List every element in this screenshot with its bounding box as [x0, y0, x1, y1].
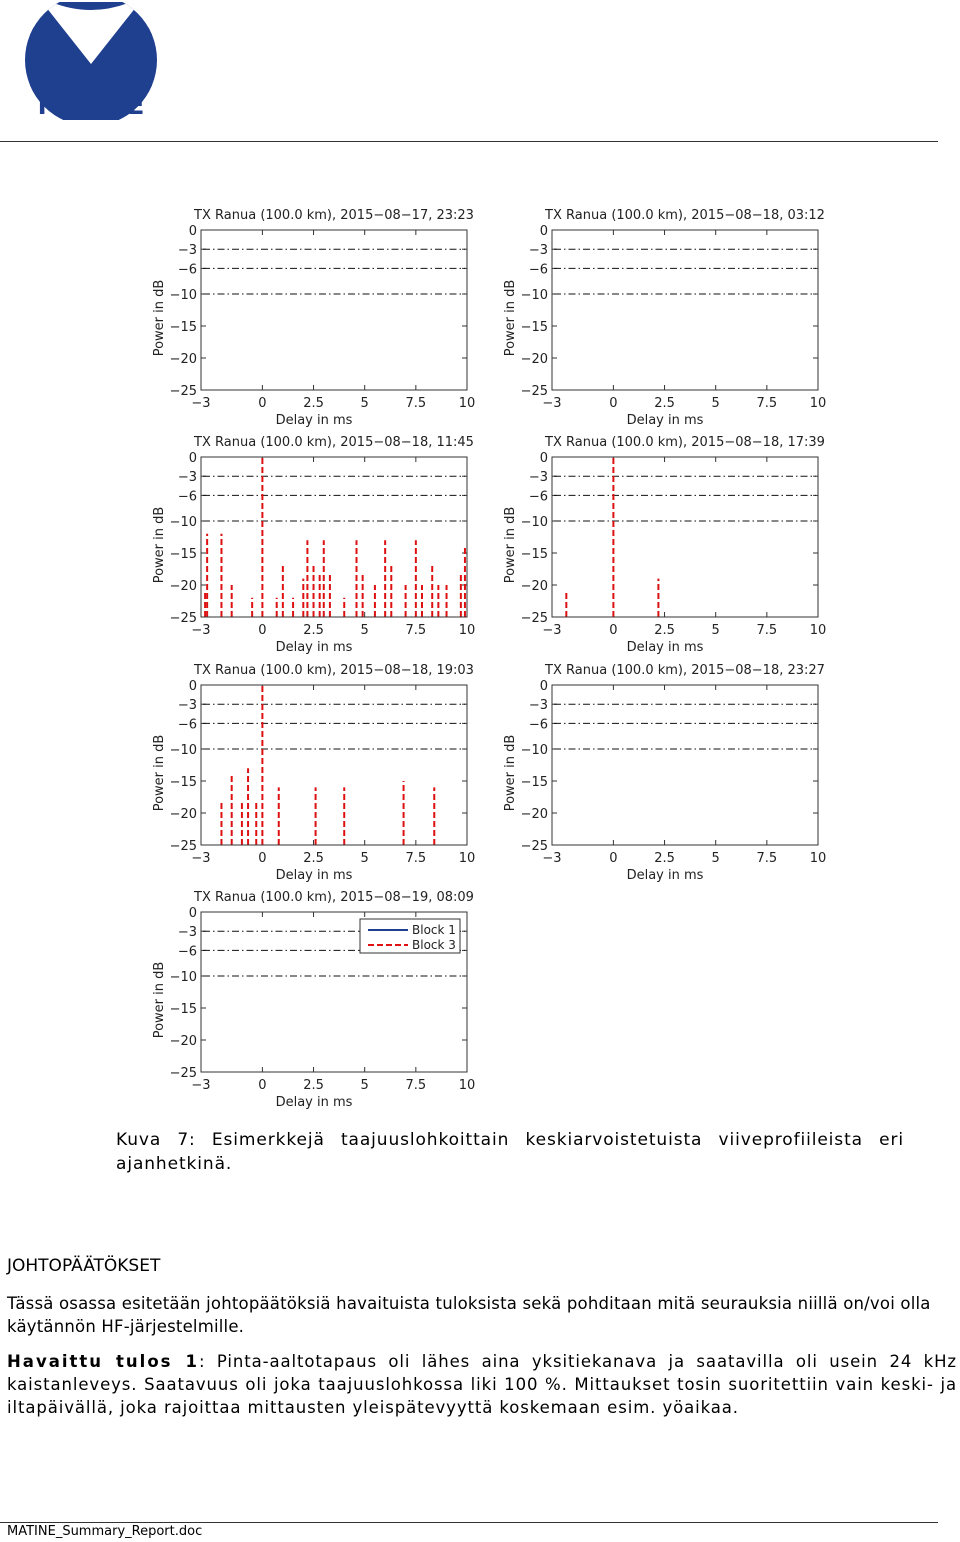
y-tick-label: −10	[169, 970, 197, 985]
x-axis-label: Delay in ms	[275, 413, 353, 428]
x-tick-label: 0	[609, 396, 618, 411]
y-tick-label: −6	[528, 262, 548, 278]
y-tick-label: −6	[528, 717, 548, 733]
y-axis-label: Power in dB	[152, 506, 167, 584]
y-tick-label: −3	[177, 470, 197, 486]
y-tick-label: −25	[169, 611, 197, 626]
axes-box	[552, 230, 818, 390]
y-tick-label: −3	[528, 698, 548, 714]
y-tick-label: −10	[520, 288, 548, 303]
x-tick-label: 5	[360, 396, 369, 411]
x-axis-label: Delay in ms	[275, 1095, 353, 1110]
x-axis-label: Delay in ms	[275, 640, 353, 655]
subplot-5	[152, 663, 475, 883]
x-tick-label: 2.5	[654, 623, 675, 638]
x-tick-label: 5	[360, 1078, 369, 1093]
logo-text: MATINE	[37, 91, 145, 120]
y-axis-label: Power in dB	[503, 279, 518, 357]
y-axis-label: Power in dB	[152, 734, 167, 812]
plot-title: TX Ranua (100.0 km), 2015−08−18, 19:03	[194, 663, 474, 678]
figure-caption: Kuva 7: Esimerkkejä taajuuslohkoittain keskiarvoistetuista viiveprofiileista eri ajanhetkinä.	[116, 1130, 904, 1174]
y-axis-label: Power in dB	[503, 506, 518, 584]
y-tick-label: −15	[169, 547, 197, 562]
y-tick-label: −25	[169, 384, 197, 399]
paragraph-finding-1	[7, 1350, 957, 1419]
y-tick-label: −20	[520, 579, 548, 594]
y-axis-label: Power in dB	[503, 734, 518, 812]
y-tick-label: −6	[177, 717, 197, 733]
x-tick-label: 7.5	[756, 396, 778, 411]
footer-filename: MATINE_Summary_Report.doc	[7, 1524, 203, 1539]
y-tick-label: −10	[169, 743, 197, 758]
y-tick-label: −10	[520, 515, 548, 530]
y-tick-label: −6	[177, 489, 197, 505]
finding-text: : Pinta-aaltotapaus oli lähes aina yksitiekanava ja saatavilla oli usein 24 kHz kaistanleveys. Saatavuus oli joka taajuuslohkossa liki 100 %. Mittaukset tosin suoritettiin vain keski- ja iltapäivällä, joka rajoittaa mittausten yleispätevyyttä koskemaan esim. yöaikaa.	[7, 1352, 957, 1417]
y-tick-label: −10	[169, 288, 197, 303]
x-tick-label: −3	[191, 851, 211, 866]
delay-profile-figure	[140, 195, 840, 1115]
x-tick-label: 10	[809, 851, 827, 866]
y-axis-label: Power in dB	[152, 279, 167, 357]
y-tick-label: −15	[169, 320, 197, 335]
y-tick-label: −25	[169, 1066, 197, 1081]
x-tick-label: 10	[458, 623, 476, 638]
y-tick-label: −6	[528, 489, 548, 505]
y-tick-label: −25	[169, 839, 197, 854]
x-tick-label: 5	[711, 396, 720, 411]
y-tick-label: −20	[169, 1034, 197, 1049]
y-axis-label: Power in dB	[152, 961, 167, 1039]
legend-label-block1: Block 1	[412, 923, 456, 937]
subplot-2	[503, 208, 826, 428]
subplot-3	[152, 435, 475, 655]
plot-title: TX Ranua (100.0 km), 2015−08−18, 03:12	[545, 208, 825, 223]
x-tick-label: 5	[711, 851, 720, 866]
x-tick-label: 0	[258, 851, 267, 866]
y-tick-label: 0	[188, 679, 197, 694]
x-tick-label: 0	[609, 851, 618, 866]
x-tick-label: 7.5	[405, 623, 427, 638]
y-tick-label: −3	[177, 243, 197, 259]
x-tick-label: 10	[458, 851, 476, 866]
x-tick-label: −3	[542, 851, 562, 866]
x-tick-label: 0	[258, 1078, 267, 1093]
y-tick-label: 0	[188, 451, 197, 466]
subplot-1	[152, 208, 475, 428]
y-tick-label: 0	[539, 679, 548, 694]
y-tick-label: −20	[169, 352, 197, 367]
y-tick-label: −10	[520, 743, 548, 758]
legend	[360, 919, 460, 953]
x-tick-label: 0	[258, 396, 267, 411]
x-tick-label: 10	[458, 396, 476, 411]
x-tick-label: −3	[191, 1078, 211, 1093]
y-tick-label: 0	[539, 451, 548, 466]
y-tick-label: −3	[177, 698, 197, 714]
y-tick-label: −6	[177, 262, 197, 278]
y-tick-label: −3	[528, 470, 548, 486]
x-tick-label: 10	[458, 1078, 476, 1093]
axes-box	[552, 457, 818, 617]
x-axis-label: Delay in ms	[626, 868, 704, 883]
y-tick-label: −6	[177, 944, 197, 960]
x-tick-label: −3	[542, 623, 562, 638]
paragraph-intro: Tässä osassa esitetään johtopäätöksiä havaituista tuloksista sekä pohditaan mitä seurauksia niillä on/voi olla käytännön HF-järjestelmille.	[7, 1294, 931, 1336]
plot-title: TX Ranua (100.0 km), 2015−08−18, 17:39	[545, 435, 825, 450]
plot-title: TX Ranua (100.0 km), 2015−08−19, 08:09	[194, 890, 474, 905]
x-tick-label: 10	[809, 623, 827, 638]
y-tick-label: −25	[520, 384, 548, 399]
x-axis-label: Delay in ms	[626, 413, 704, 428]
legend-label-block3: Block 3	[412, 938, 456, 952]
y-tick-label: −20	[520, 352, 548, 367]
y-tick-label: −15	[169, 1002, 197, 1017]
plot-title: TX Ranua (100.0 km), 2015−08−17, 23:23	[194, 208, 474, 223]
x-tick-label: 2.5	[303, 1078, 324, 1093]
y-tick-label: −20	[169, 579, 197, 594]
y-tick-label: −15	[520, 320, 548, 335]
plot-title: TX Ranua (100.0 km), 2015−08−18, 23:27	[545, 663, 825, 678]
x-tick-label: 5	[711, 623, 720, 638]
x-tick-label: 2.5	[303, 623, 324, 638]
subplot-6	[503, 663, 826, 883]
finding-label: Havaittu tulos 1	[7, 1352, 199, 1371]
x-tick-label: 0	[609, 623, 618, 638]
y-tick-label: −10	[169, 515, 197, 530]
y-tick-label: −3	[177, 925, 197, 941]
section-heading: JOHTOPÄÄTÖKSET	[7, 1256, 161, 1276]
axes-box	[201, 457, 467, 617]
x-tick-label: −3	[542, 396, 562, 411]
axes-box	[201, 230, 467, 390]
x-axis-label: Delay in ms	[626, 640, 704, 655]
x-tick-label: 5	[360, 851, 369, 866]
x-tick-label: 7.5	[405, 851, 427, 866]
axes-box	[201, 685, 467, 845]
y-tick-label: −3	[528, 243, 548, 259]
subplot-4	[503, 435, 826, 655]
y-tick-label: −15	[169, 775, 197, 790]
y-tick-label: 0	[188, 906, 197, 921]
y-tick-label: 0	[188, 224, 197, 239]
x-tick-label: 2.5	[654, 396, 675, 411]
x-tick-label: 5	[360, 623, 369, 638]
x-tick-label: −3	[191, 623, 211, 638]
x-tick-label: 10	[809, 396, 827, 411]
y-tick-label: −25	[520, 839, 548, 854]
y-tick-label: −20	[520, 807, 548, 822]
subplot-7	[152, 890, 475, 1110]
x-tick-label: 2.5	[654, 851, 675, 866]
plots-svg	[140, 195, 840, 1115]
x-tick-label: 2.5	[303, 396, 324, 411]
plot-title: TX Ranua (100.0 km), 2015−08−18, 11:45	[194, 435, 474, 450]
x-tick-label: −3	[191, 396, 211, 411]
x-tick-label: 7.5	[756, 623, 778, 638]
header-rule	[0, 141, 938, 142]
x-tick-label: 2.5	[303, 851, 324, 866]
x-tick-label: 7.5	[756, 851, 778, 866]
x-tick-label: 7.5	[405, 1078, 427, 1093]
footer-rule	[0, 1522, 938, 1523]
axes-box	[552, 685, 818, 845]
x-tick-label: 0	[258, 623, 267, 638]
x-axis-label: Delay in ms	[275, 868, 353, 883]
matine-logo	[22, 2, 160, 120]
y-tick-label: 0	[539, 224, 548, 239]
y-tick-label: −20	[169, 807, 197, 822]
y-tick-label: −15	[520, 775, 548, 790]
x-tick-label: 7.5	[405, 396, 427, 411]
y-tick-label: −15	[520, 547, 548, 562]
y-tick-label: −25	[520, 611, 548, 626]
